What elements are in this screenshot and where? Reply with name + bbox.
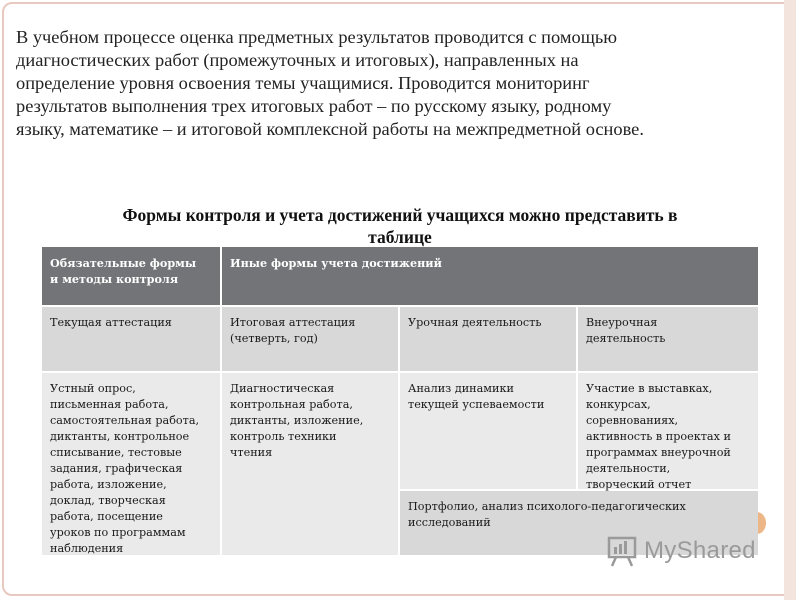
cell-lesson-activity: Урочная деятельность (400, 307, 576, 371)
presentation-board-icon (606, 535, 638, 567)
watermark-text: MyShared (644, 537, 756, 564)
cell-current-attestation: Текущая аттестация (42, 307, 220, 371)
cell-current-methods: Устный опрос, письменная работа, самостоятельная работа, диктанты, контрольное списывание, тестовые задания, графическая работа, изложение, доклад, творческая работа, посещение уроков по программам наблюдения (42, 373, 220, 555)
cell-extracurricular-activity: Внеурочная деятельность (578, 307, 758, 371)
cell-final-methods: Диагностическая контрольная работа, диктанты, изложение, контроль техники чтения (222, 373, 398, 555)
header-cell-other-forms: Иные формы учета достижений (222, 247, 758, 305)
cell-portfolio: Портфолио, анализ психолого-педагогических исследований (400, 491, 758, 555)
cell-final-attestation: Итоговая аттестация (четверть, год) (222, 307, 398, 371)
intro-paragraph: В учебном процессе оценка предметных результатов проводится с помощью диагностических работ (промежуточных и итоговых), направленных на определение уровня освоения темы учащимися. Проводится мониторинг результатов выполнения трех итоговых работ – по русскому языку, родному языку, математике – и итоговой комплексной работы на межпредметной основе. (16, 27, 644, 139)
cell-extracurricular-methods: Участие в выставках, конкурсах, соревнованиях, активность в проектах и программах внеурочной деятельности, творческий отчет (578, 373, 758, 489)
cell-lesson-methods: Анализ динамики текущей успеваемости (400, 373, 576, 489)
myshared-watermark (606, 534, 756, 568)
table-title: Формы контроля и учета достижений учащихся можно представить в таблице (122, 205, 678, 247)
header-cell-mandatory-forms: Обязательные формы и методы контроля (42, 247, 220, 305)
